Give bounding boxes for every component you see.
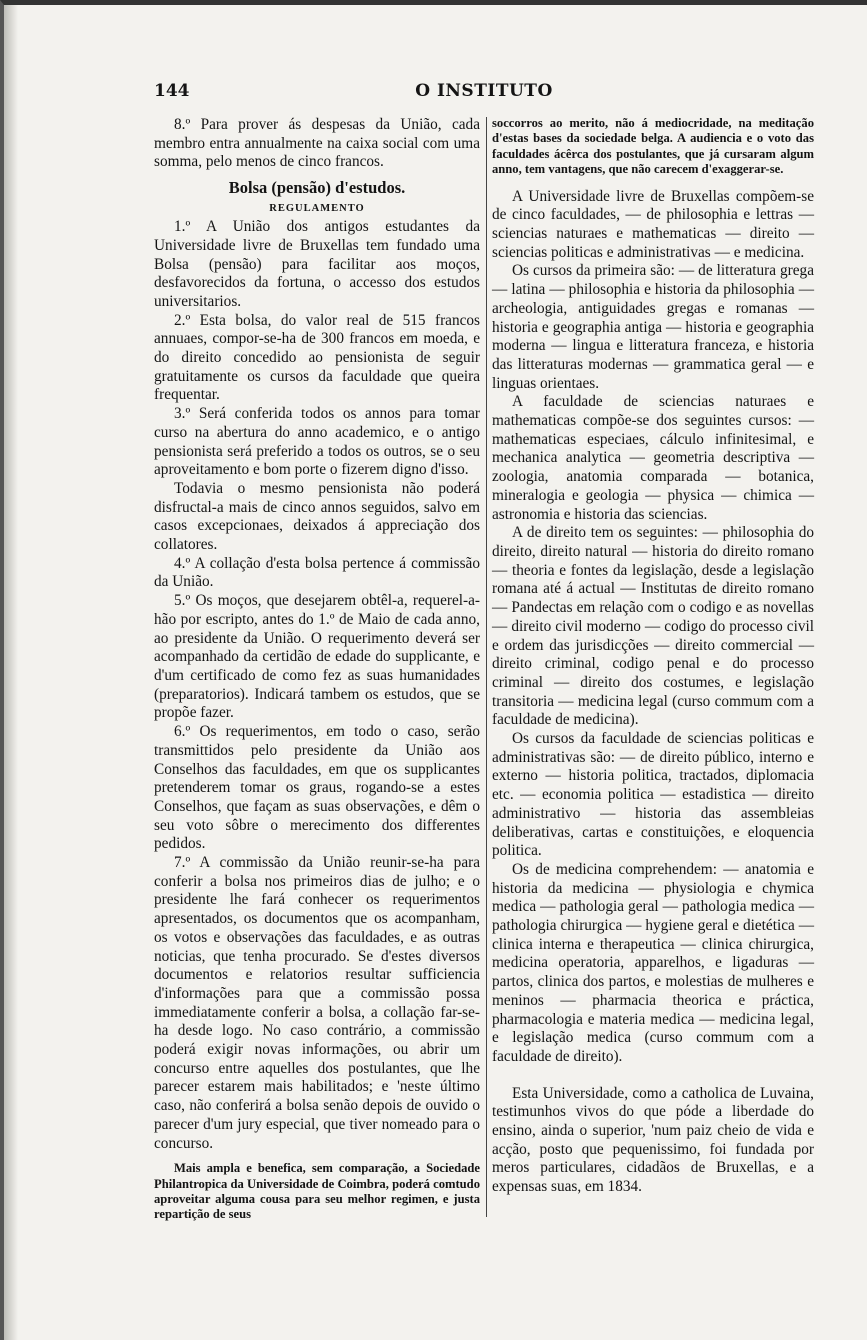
paragraph-6: 6.º Os requerimentos, em todo o caso, serão transmittidos pelo presidente da União aos Conselhos das faculdades, em que os supplicantes pretenderem tomar os graus, rogando-se a estes Conselhos, que façam as suas observações, e dêm o seu voto sôbre o merecimento dos differentes pedidos.	[154, 723, 480, 853]
running-title: O INSTITUTO	[415, 81, 553, 101]
paragraph-law: A de direito tem os seguintes: — philosophia do direito, direito natural — historia do direito romano — theoria e fontes da legislação, desde a legislação romana até á actual — Institutas de direito romano — Pandectas em relação com o codigo e as novellas — direito civil moderno — codigo do processo civil e ordem das jurisdicções — direito commercial — direito criminal, codigo penal e do processo criminal — direito dos costumes, e legislação transitoria — medicina legal (curso commum com a faculdade de medicina).	[492, 524, 814, 729]
left-column	[154, 116, 480, 1223]
paragraph-7: 7.º A commissão da União reunir-se-ha para conferir a bolsa nos primeiros dias de julho; e o presidente lhe fará conhecer os requerimentos apresentados, os documentos que os acompanham, os votos e observações das faculdades, e as outras noticias, que tenha procurado. Se d'estes diversos documentos e relatorios resultar sufficiencia d'informações para que a commissão possa immediatamente conferir a bolsa, a collação far-se-ha desde logo. No caso contrário, a commissão poderá exigir novas informações, ou abrir um concurso entre aquelles dos postulantes, que lhe parecer estarem mais habilitados; e 'neste último caso, não conferirá a bolsa senão depois de ouvido o parecer d'um jury especial, que tiver nomeado para o concurso.	[154, 854, 480, 1152]
paragraph-faculties: A Universidade livre de Bruxellas compõem-se de cinco faculdades, — de philosophia e lettras — sciencias naturaes e mathematicas — direito — sciencias politicas e administrativas — e medicina.	[492, 187, 814, 261]
commentary-continued: soccorros ao merito, não á mediocridade, na meditação d'estas bases da sociedade belga. A audiencia e o voto das faculdades ácêrca dos postulantes, que já cursaram algum anno, tem vantagens, que não carecem d'exaggerar-se.	[492, 116, 814, 177]
section-subheading: REGULAMENTO	[269, 203, 365, 215]
paragraph-5: 5.º Os moços, que desejarem obtêl-a, requerel-a-hão por escripto, antes do 1.º de Maio de cada anno, ao presidente da União. O requerimento deverá ser acompanhado da certidão de edade do supplicante, e d'um certificado de como fez as suas humanidades (preparatorios). Indicará tambem os estudos, que se propõe fazer.	[154, 592, 480, 722]
paragraph-item-8: 8.º Para prover ás despesas da União, cada membro entra annualmente na caixa social com uma somma, pelo menos de cinco francos.	[154, 116, 480, 171]
spacer	[492, 178, 814, 188]
commentary-paragraph: Mais ampla e benefica, sem comparação, a Sociedade Philantropica da Universidade de Coimbra, poderá comtudo aproveitar alguma cousa para seu melhor regimen, e justa repartição de seus	[154, 1161, 480, 1222]
spacer	[492, 1067, 814, 1085]
paragraph-conclusion: Esta Universidade, como a catholica de Luvaina, testimunhos vivos do que póde a liberdade do ensino, ainda o superior, 'num paiz cheio de vida e acção, posto que pequenissimo, foi fundada por meros particulares, cidadãos de Bruxellas, e a expensas suas, em 1834.	[492, 1084, 814, 1196]
paragraph-1: 1.º A União dos antigos estudantes da Universidade livre de Bruxellas tem fundado uma Bolsa (pensão) para facilitar aos moços, desfavorecidos da fortuna, o accesso dos estudos universitarios.	[154, 218, 480, 310]
right-column	[492, 116, 814, 1197]
running-header	[154, 81, 814, 105]
paragraph-sciences: A faculdade de sciencias naturaes e mathematicas compõe-se dos seguintes cursos: — mathematicas especiaes, cálculo infinitesimal, e mechanica analytica — geometria descriptiva — zoologia, anatomia comparada — botanica, mineralogia e geologia — physica — chimica — astronomia e historia das sciencias.	[492, 393, 814, 523]
paragraph-4: 4.º A collação d'esta bolsa pertence á commissão da União.	[154, 554, 480, 591]
paragraph-2: 2.º Esta bolsa, do valor real de 515 francos annuaes, compor-se-ha de 300 francos em moeda, e do direito concedido ao pensionista de seguir gratuitamente os cursos da faculdade que queira frequentar.	[154, 311, 480, 404]
spacer	[154, 1153, 480, 1161]
paragraph-3b: Todavia o mesmo pensionista não poderá disfructal-a mais de cinco annos seguidos, salvo em casos excepcionaes, deixados á appreciação dos collatores.	[154, 479, 480, 554]
paragraph-medicine: Os de medicina comprehendem: — anatomia e historia da medicina — physiologia e chymica medica — pathologia geral — pathologia medica — pathologia chirurgica — hygiene geral e dietética — clinica interna e therapeutica — clinica chirurgica, medicina operatoria, apparelhos, e ligaduras — partos, clinica dos partos, e molestias de mulheres e meninos — pharmacia theorica e práctica, pharmacologia e materia medica — medicina legal, e legislação medica (curso commum com a faculdade de direito).	[492, 860, 814, 1065]
paragraph-philosophy: Os cursos da primeira são: — de litteratura grega — latina — philosophia e historia da philosophia — archeologia, antiguidades gregas e romanas — historia e geographia antiga — historia e geographia moderna — lingua e litteratura franceza, e historia das litteraturas modernas — grammatica geral — e linguas orientaes.	[492, 262, 814, 392]
column-rule	[486, 117, 487, 1217]
section-heading: Bolsa (pensão) d'estudos.	[228, 178, 406, 198]
page-number: 144	[154, 81, 190, 101]
paragraph-politics: Os cursos da faculdade de sciencias politicas e administrativas são: — de direito público, interno e externo — historia politica, tractados, diplomacia etc. — economia politica — estadistica — direito administrativo — historia das assembleias deliberativas, cartas e constituições, e eloquencia politica.	[492, 730, 814, 860]
paragraph-3: 3.º Será conferida todos os annos para tomar curso na abertura do anno academico, e o antigo pensionista será preferido a todos os outros, se o seu aproveitamento e bom porte o fizerem digno d'isso.	[154, 405, 480, 479]
